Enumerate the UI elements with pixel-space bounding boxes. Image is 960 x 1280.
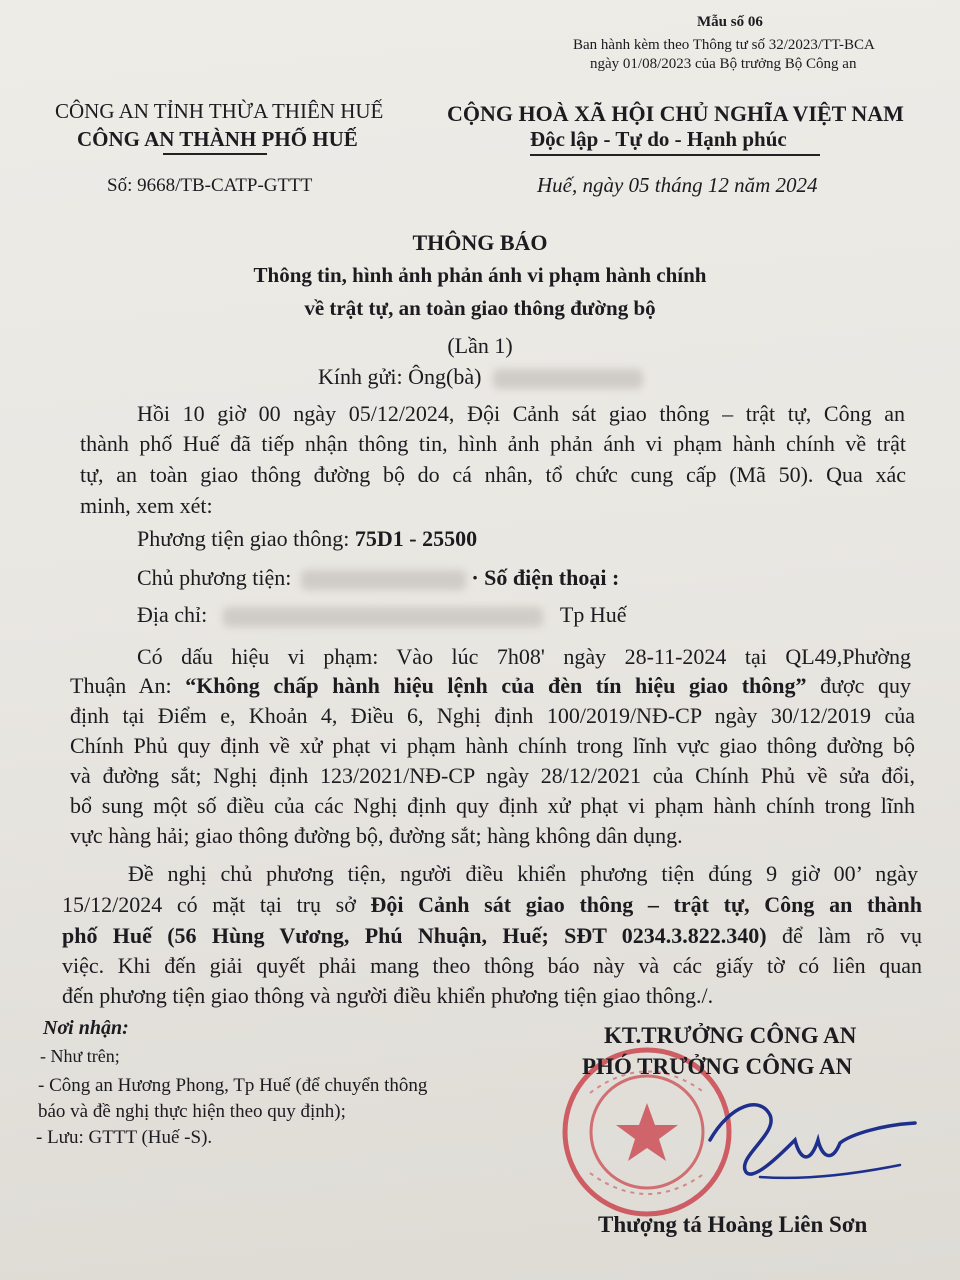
owner-line xyxy=(137,564,619,592)
intro-line-3: tự, an toàn giao thông đường bộ do cá nhân, tổ chức cung cấp (Mã 50). Qua xác xyxy=(80,462,906,487)
address-line xyxy=(137,601,626,629)
form-number: Mẫu số 06 xyxy=(697,14,763,30)
vehicle-label: Phương tiện giao thông: xyxy=(137,526,355,551)
addressee-label: Kính gửi: Ông(bà) xyxy=(318,364,482,389)
signature-title-1: KT.TRƯỞNG CÔNG AN xyxy=(604,1023,857,1048)
place-date: Huế, ngày 05 tháng 12 năm 2024 xyxy=(537,173,818,197)
signer-name: Thượng tá Hoàng Liên Sơn xyxy=(598,1212,868,1237)
request-line-2-start: 15/12/2024 có mặt tại trụ sở xyxy=(62,892,371,917)
redacted-name xyxy=(493,369,643,389)
license-plate: 75D1 - 25500 xyxy=(354,526,478,551)
nation-name: CỘNG HOÀ XÃ HỘI CHỦ NGHĨA VIỆT NAM xyxy=(447,101,904,126)
request-office-name: Đội Cảnh sát giao thông – trật tự, Công an thành xyxy=(370,892,922,917)
request-line-2 xyxy=(62,891,922,919)
request-line-5: đến phương tiện giao thông và người điều khiển phương tiện giao thông./. xyxy=(62,983,714,1008)
address-label: Địa chỉ: xyxy=(137,602,208,627)
redacted-owner xyxy=(301,570,466,590)
vehicle-line xyxy=(137,525,477,553)
intro-line-4: minh, xem xét: xyxy=(80,493,213,518)
signature-title-2: PHÓ TRƯỞNG CÔNG AN xyxy=(582,1054,853,1079)
violation-location-text: Thuận An: xyxy=(70,673,186,698)
handwritten-signature xyxy=(700,1085,930,1195)
recipient-item: báo và đề nghị thực hiện theo quy định); xyxy=(38,1101,346,1122)
unit-name: CÔNG AN THÀNH PHỐ HUẾ xyxy=(77,127,358,151)
notice-subtitle-2: về trật tự, an toàn giao thông đường bộ xyxy=(304,296,656,320)
phone-label: · Số điện thoại : xyxy=(471,565,620,590)
recipients-title: Nơi nhận: xyxy=(43,1017,129,1039)
notice-subtitle-1: Thông tin, hình ảnh phản ánh vi phạm hành chính xyxy=(253,263,707,287)
motto: Độc lập - Tự do - Hạnh phúc xyxy=(530,127,787,151)
request-line-3 xyxy=(62,922,922,950)
request-office-address: phố Huế (56 Hùng Vương, Phú Nhuận, Huế; SĐT 0234.3.822.340) xyxy=(62,923,767,948)
violation-line-3: định tại Điểm e, Khoản 4, Điều 6, Nghị định 100/2019/NĐ-CP ngày 30/12/2019 của xyxy=(70,703,915,728)
request-line-3-end: để làm rõ vụ xyxy=(766,923,922,948)
form-issued-line2: ngày 01/08/2023 của Bộ trưởng Bộ Công an xyxy=(590,56,857,72)
violation-line-7: vực hàng hải; giao thông đường bộ, đường sắt; hàng không dân dụng. xyxy=(70,823,683,848)
violation-line-2-end: được quy xyxy=(806,673,912,698)
violation-line-1: Có dấu hiệu vi phạm: Vào lúc 7h08' ngày 28-11-2024 tại QL49,Phường xyxy=(137,644,911,669)
motto-underline xyxy=(530,154,820,156)
recipient-item: - Lưu: GTTT (Huế -S). xyxy=(36,1127,213,1148)
owner-label: Chủ phương tiện: xyxy=(137,565,292,590)
violation-name: “Không chấp hành hiệu lệnh của đèn tín hiệu giao thông” xyxy=(185,673,807,698)
document-number: Số: 9668/TB-CATP-GTTT xyxy=(107,175,313,196)
violation-line-4: Chính Phủ quy định về xử phạt vi phạm hành chính trong lĩnh vực giao thông đường bộ xyxy=(70,733,915,758)
violation-line-6: bổ sung một số điều của các Nghị định quy định xử phạt vi phạm hành chính trong lĩnh xyxy=(70,793,915,818)
request-line-1: Đề nghị chủ phương tiện, người điều khiển phương tiện đúng 9 giờ 00’ ngày xyxy=(128,861,918,886)
intro-line-2: thành phố Huế đã tiếp nhận thông tin, hình ảnh phản ánh vi phạm hành chính về trật xyxy=(80,431,906,456)
unit-underline xyxy=(163,153,267,155)
recipient-item: - Công an Hương Phong, Tp Huế (để chuyển thông xyxy=(38,1075,428,1096)
violation-line-2 xyxy=(70,672,911,700)
violation-line-5: và đường sắt; Nghị định 123/2021/NĐ-CP ngày 28/12/2021 của Chính Phủ về sửa đổi, xyxy=(70,763,915,788)
intro-line-1: Hồi 10 giờ 00 ngày 05/12/2024, Đội Cảnh sát giao thông – trật tự, Công an xyxy=(137,401,905,426)
recipient-item: - Như trên; xyxy=(40,1046,120,1066)
attempt-number: (Lần 1) xyxy=(447,333,513,358)
agency-name: CÔNG AN TỈNH THỪA THIÊN HUẾ xyxy=(55,99,384,123)
addressee-line xyxy=(318,364,643,390)
form-issued-line1: Ban hành kèm theo Thông tư số 32/2023/TT-BCA xyxy=(573,37,875,53)
address-city: Tp Huế xyxy=(559,602,627,627)
redacted-address xyxy=(223,607,543,627)
notice-title: THÔNG BÁO xyxy=(412,230,548,255)
request-line-4: việc. Khi đến giải quyết phải mang theo thông báo này và các giấy tờ có liên quan xyxy=(62,953,922,978)
